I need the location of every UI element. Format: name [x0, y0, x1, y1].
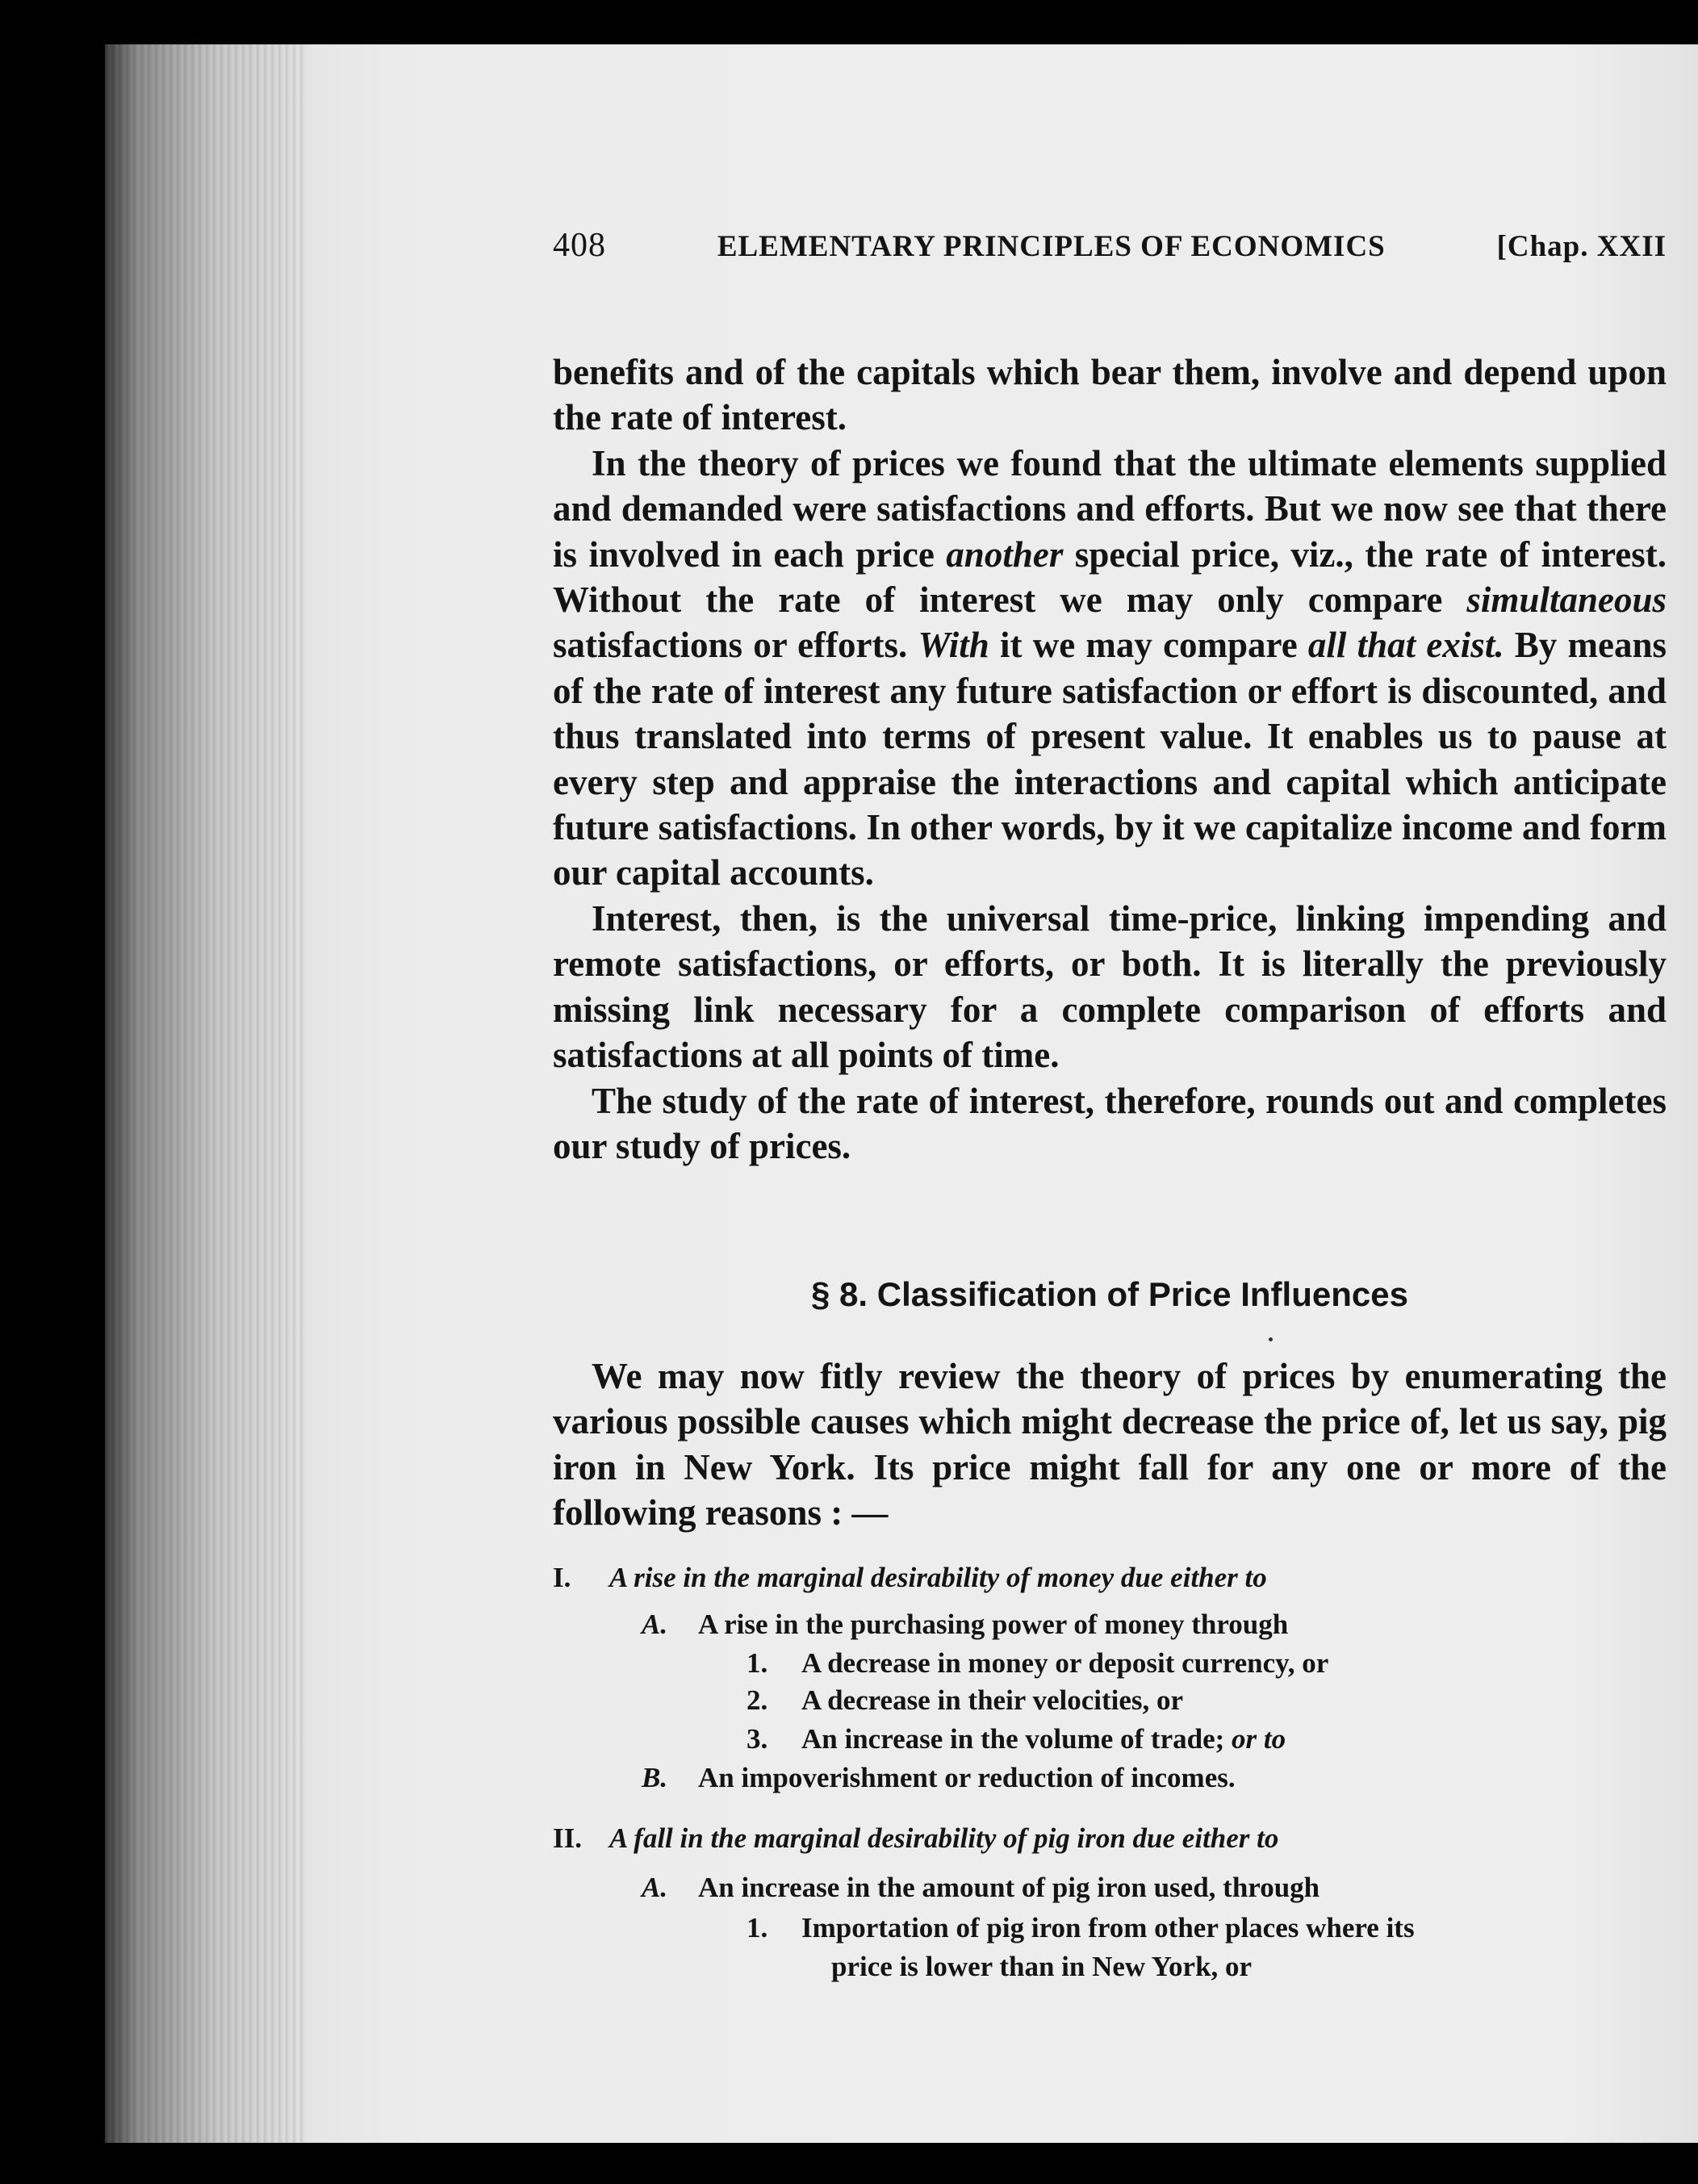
outline-trailing: or to — [1224, 1723, 1286, 1755]
outline-item — [642, 1872, 1320, 1904]
outline-item — [642, 1609, 1288, 1641]
outline-text: An increase in the amount of pig iron used, through — [698, 1872, 1320, 1903]
outline-item — [642, 1762, 1236, 1794]
text-run: special price, viz., the rate of interest. Without the rate of interest we may only compare — [553, 533, 1667, 621]
italic-phrase: With — [918, 625, 989, 666]
text-run: The study of the rate of interest, therefore, rounds out and completes our study of prices. — [553, 1080, 1667, 1166]
outline-text: An increase in the volume of trade; — [801, 1723, 1225, 1755]
outline-label: A. — [642, 1872, 668, 1903]
outline-label: B. — [642, 1762, 668, 1793]
book-title: ELEMENTARY PRINCIPLES OF ECONOMICS — [717, 230, 1386, 263]
paragraph-1 — [553, 349, 1667, 441]
outline-item — [747, 1723, 1286, 1755]
italic-phrase: simultaneous — [1466, 579, 1667, 621]
text-run: Interest, then, is the universal time-price, linking impending and remote satisfactions, or efforts, or both. It is literally the previously missing link necessary for a complete comparison of efforts and satisfactions at all points of time. — [553, 897, 1667, 1076]
body-text — [553, 349, 1667, 1169]
outline-text: A rise in the purchasing power of money through — [698, 1609, 1289, 1640]
outline-item — [553, 1822, 1278, 1855]
italic-phrase: another — [946, 533, 1064, 575]
outline-text: price is lower than in New York, or — [831, 1951, 1253, 1982]
page-content — [553, 44, 1667, 2143]
paragraph-2 — [553, 441, 1667, 896]
italic-phrase: all that exist. — [1307, 625, 1504, 666]
outline-text: A fall in the marginal desirability of pig iron due either to — [609, 1822, 1279, 1854]
text-run: satisfactions or efforts. — [553, 625, 918, 666]
outline-text: Importation of pig iron from other places where its — [801, 1912, 1415, 1943]
section-intro: We may now fitly review the theory of prices by enumerating the various possible causes which might decrease the price of, let us say, pig iron in New York. Its price might fall for any one or more of the following reasons : — — [553, 1356, 1667, 1533]
outline-label: I. — [553, 1562, 571, 1593]
text-run: benefits and of the capitals which bear them, involve and depend upon the rate of interest. — [553, 352, 1667, 438]
paragraph-3 — [553, 896, 1667, 1078]
text-run: it we may compare — [989, 625, 1308, 666]
outline-text: A decrease in their velocities, or — [801, 1684, 1184, 1716]
paragraph-4 — [553, 1078, 1667, 1169]
running-header — [553, 226, 1667, 265]
page-edge-shadow — [105, 44, 307, 2143]
outline-label: 2. — [747, 1684, 768, 1716]
chapter-label: [Chap. XXII — [1496, 230, 1667, 263]
outline-label: II. — [553, 1822, 582, 1854]
outline-text: An impoverishment or reduction of incomes. — [698, 1762, 1236, 1793]
outline-item — [747, 1684, 1183, 1717]
outline-label: 3. — [747, 1723, 768, 1755]
outline-label: A. — [642, 1609, 668, 1640]
print-speck — [1269, 1337, 1273, 1341]
text-run: In the theory of prices we found that the ultimate elements supplied and demanded were satisfactions and efforts. But we now see that there is involved in each price — [553, 442, 1667, 575]
outline-item — [831, 1951, 1252, 1983]
outline-item — [747, 1912, 1415, 1944]
outline-item — [553, 1562, 1267, 1594]
outline-label: 1. — [747, 1647, 768, 1679]
text-run: By means of the rate of interest any future satisfaction or effort is discounted, and thus translated into terms of present value. It enables us to pause at every step and appraise the interactions and capital which anticipate future satisfactions. In other words, by it we capitalize income and form our capital accounts. — [553, 625, 1667, 893]
section-heading: § 8. Classification of Price Influences — [811, 1275, 1408, 1313]
outline-text: A decrease in money or deposit currency, or — [801, 1647, 1329, 1679]
outline-item — [747, 1647, 1328, 1680]
scanned-page — [105, 44, 1698, 2143]
outline-text: A rise in the marginal desirability of money due either to — [609, 1562, 1267, 1593]
outline-label: 1. — [747, 1912, 768, 1943]
page-number: 408 — [553, 227, 606, 264]
